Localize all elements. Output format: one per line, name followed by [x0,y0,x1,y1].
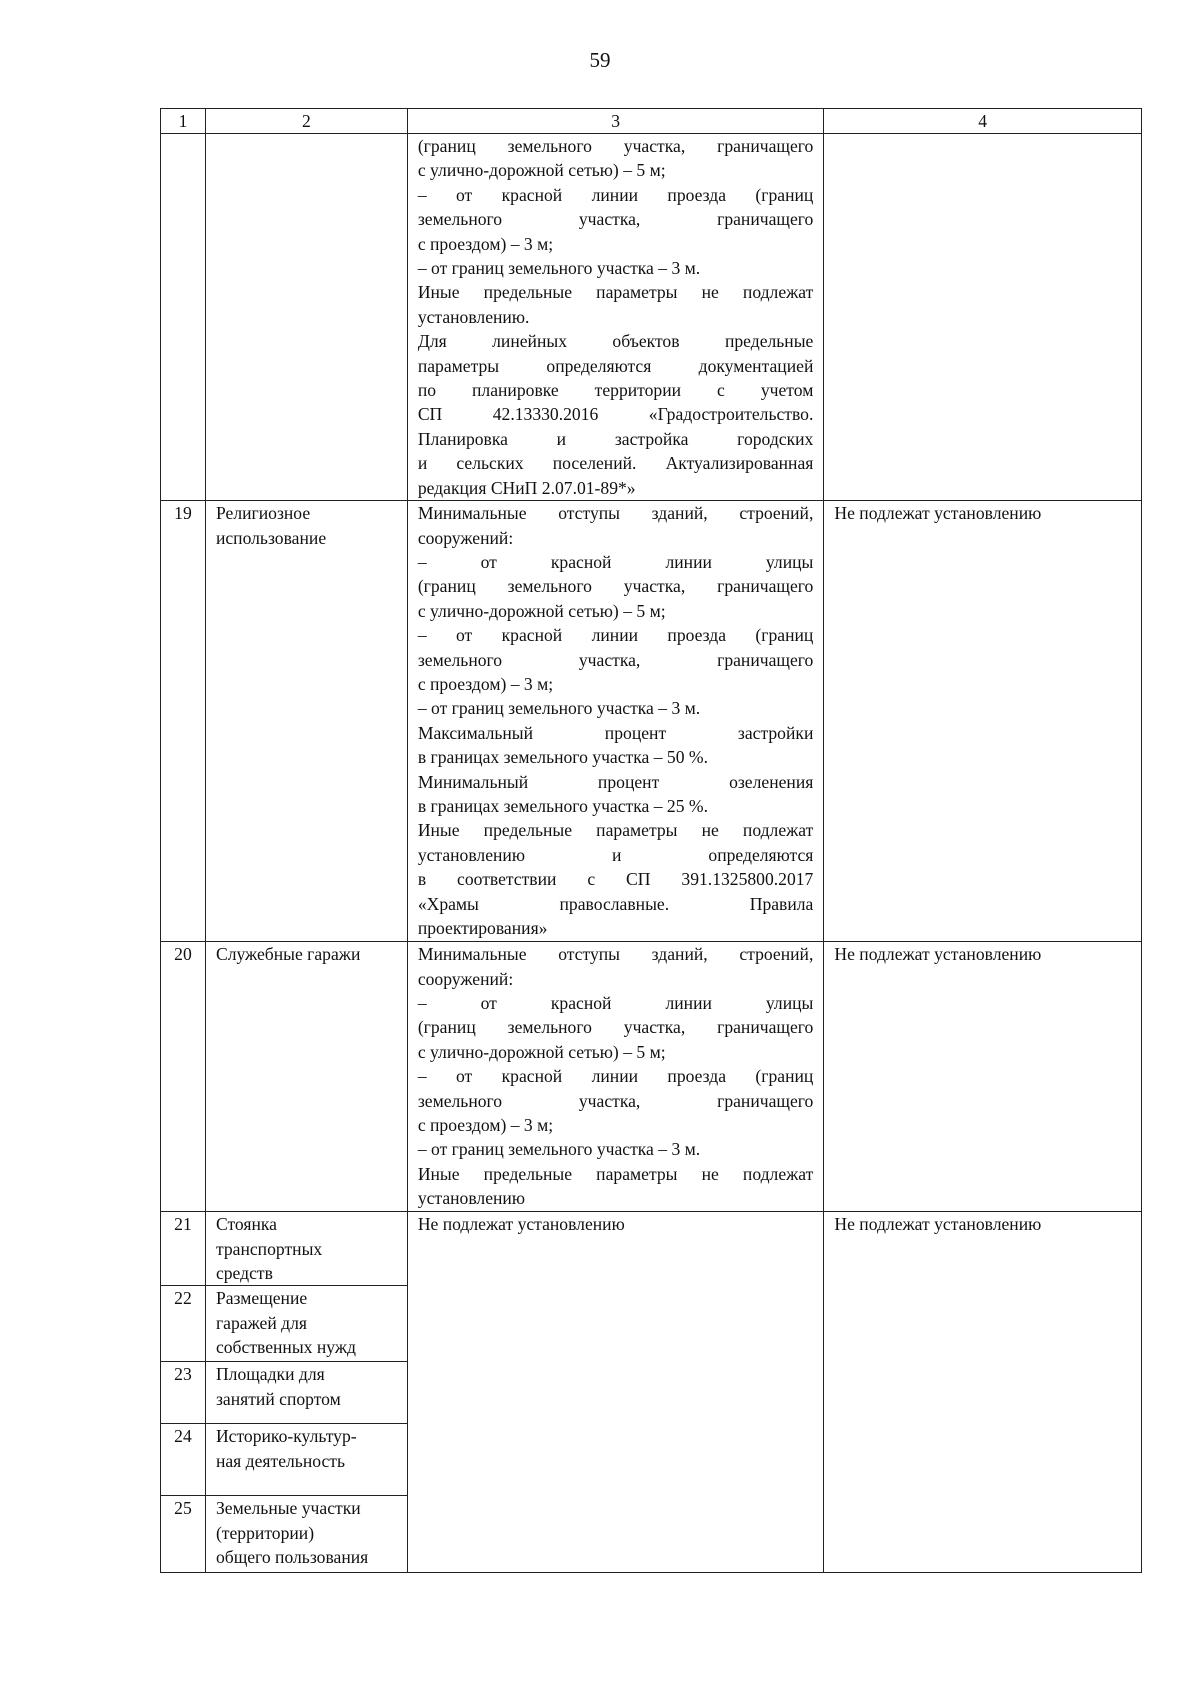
text-line: Минимальные отступы зданий, строений, [417,503,814,524]
text-line: Максимальный процент застройки [417,722,814,743]
text-line: – от границ земельного участка – 3 м. [417,698,701,719]
row-number: 19 [161,501,206,942]
text-line: Иные предельные параметры не подлежат [417,1163,814,1184]
row-name-line: ная деятельность [215,1450,345,1471]
text-line: сооружений: [417,968,514,989]
page-number: 59 [589,48,611,72]
text-line: в соответствии с СП 391.1325800.2017 [417,869,814,890]
header-col-1: 1 [161,109,206,134]
table-row-19 [161,501,1142,942]
row-name-cell [205,1286,407,1362]
group-col4-cell: Не подлежат установлению [824,1212,1142,1573]
text-line: земельного участка, граничащего [417,1090,814,1111]
row-name-line: собственных нужд [215,1337,356,1358]
header-col-4: 4 [824,109,1142,134]
regulations-table [160,108,1142,1573]
row-name-line: средств [215,1262,273,1283]
table-header-row [161,109,1142,134]
row-name-cell [205,501,407,942]
text-line: (границ земельного участка, граничащего [417,576,814,597]
row-number: 22 [161,1286,206,1362]
row-number: 23 [161,1362,206,1424]
text-line: с проездом) – 3 м; [417,233,554,254]
row-name-line: общего пользования [215,1547,369,1568]
row-name-line: Историко-культур- [215,1426,357,1447]
row-name-cell [205,1362,407,1424]
row-params-cell [407,134,824,501]
row-params-cell [407,501,824,942]
text-line: по планировке территории с учетом [417,380,814,401]
text-line: установлению [417,1188,525,1209]
text-line: Иные предельные параметры не подлежат [417,820,814,841]
text-line: с проездом) – 3 м; [417,673,554,694]
text-line: с проездом) – 3 м; [417,1114,554,1135]
row-name-line: Площадки для [215,1364,325,1385]
table-row-20 [161,942,1142,1212]
text-line: Иные предельные параметры не подлежат [417,282,814,303]
row-name-line: (территории) [215,1522,315,1543]
row-name-line: Стоянка [215,1214,277,1235]
row-name-line: Религиозное [215,503,311,524]
text-line: в границах земельного участка – 25 %. [417,795,708,816]
text-line: – от красной линии проезда (границ [417,1066,814,1087]
row-name-cell [205,942,407,1212]
text-line: редакция СНиП 2.07.01-89*» [417,477,636,498]
text-line: и сельских поселений. Актуализированная [417,453,814,474]
text-line: Для линейных объектов предельные [417,331,814,352]
text-line: сооружений: [417,527,514,548]
text-line: земельного участка, граничащего [417,209,814,230]
text-line: Минимальный процент озеленения [417,771,814,792]
row-number: 20 [161,942,206,1212]
text-line: – от красной линии улицы [417,551,814,572]
text-line: проектирования» [417,918,548,938]
text-line: с улично-дорожной сетью) – 5 м; [417,1041,666,1062]
row-params-cell [407,942,824,1212]
row-name-line: Размещение [215,1288,308,1309]
text-line: СП 42.13330.2016 «Градостроительство. [417,404,814,425]
text-line: в границах земельного участка – 50 %. [417,747,708,768]
text-line: с улично-дорожной сетью) – 5 м; [417,160,666,181]
header-col-2: 2 [205,109,407,134]
text-line: установлению. [417,306,530,327]
table-row-continued [161,134,1142,501]
text-line: (границ земельного участка, граничащего [417,1017,814,1038]
row-number: 24 [161,1424,206,1496]
text-line: (границ земельного участка, граничащего [417,136,814,156]
row-number: 25 [161,1496,206,1573]
text-line: – от красной линии проезда (границ [417,625,814,646]
text-line: – от красной линии проезда (границ [417,184,814,205]
row-name-line: Земельные участки [215,1498,361,1519]
row-name-cell [205,134,407,501]
row-name-line: Служебные гаражи [215,944,361,965]
row-col4-cell: Не подлежат установлению [824,501,1142,942]
text-line: параметры определяются документацией [417,355,814,376]
row-col4-cell: Не подлежат установлению [824,942,1142,1212]
text-line: Минимальные отступы зданий, строений, [417,944,814,965]
text-line: – от границ земельного участка – 3 м. [417,1139,701,1160]
text-line: «Храмы православные. Правила [417,893,814,914]
table-row-21 [161,1212,1142,1286]
text-line: земельного участка, граничащего [417,649,814,670]
row-number: 21 [161,1212,206,1286]
row-name-cell [205,1212,407,1286]
row-name-cell [205,1496,407,1573]
row-name-line: транспортных [215,1238,323,1259]
row-col4-cell [824,134,1142,501]
text-line: с улично-дорожной сетью) – 5 м; [417,600,666,621]
text-line: установлению и определяются [417,844,814,865]
row-name-line: занятий спортом [215,1388,341,1409]
row-number-cell [161,134,206,501]
row-name-cell [205,1424,407,1496]
group-params-cell: Не подлежат установлению [407,1212,824,1573]
text-line: – от красной линии улицы [417,992,814,1013]
row-name-line: гаражей для [215,1312,307,1333]
text-line: – от границ земельного участка – 3 м. [417,258,701,279]
row-name-line: использование [215,527,327,548]
header-col-3: 3 [407,109,824,134]
text-line: Планировка и застройка городских [417,428,814,449]
